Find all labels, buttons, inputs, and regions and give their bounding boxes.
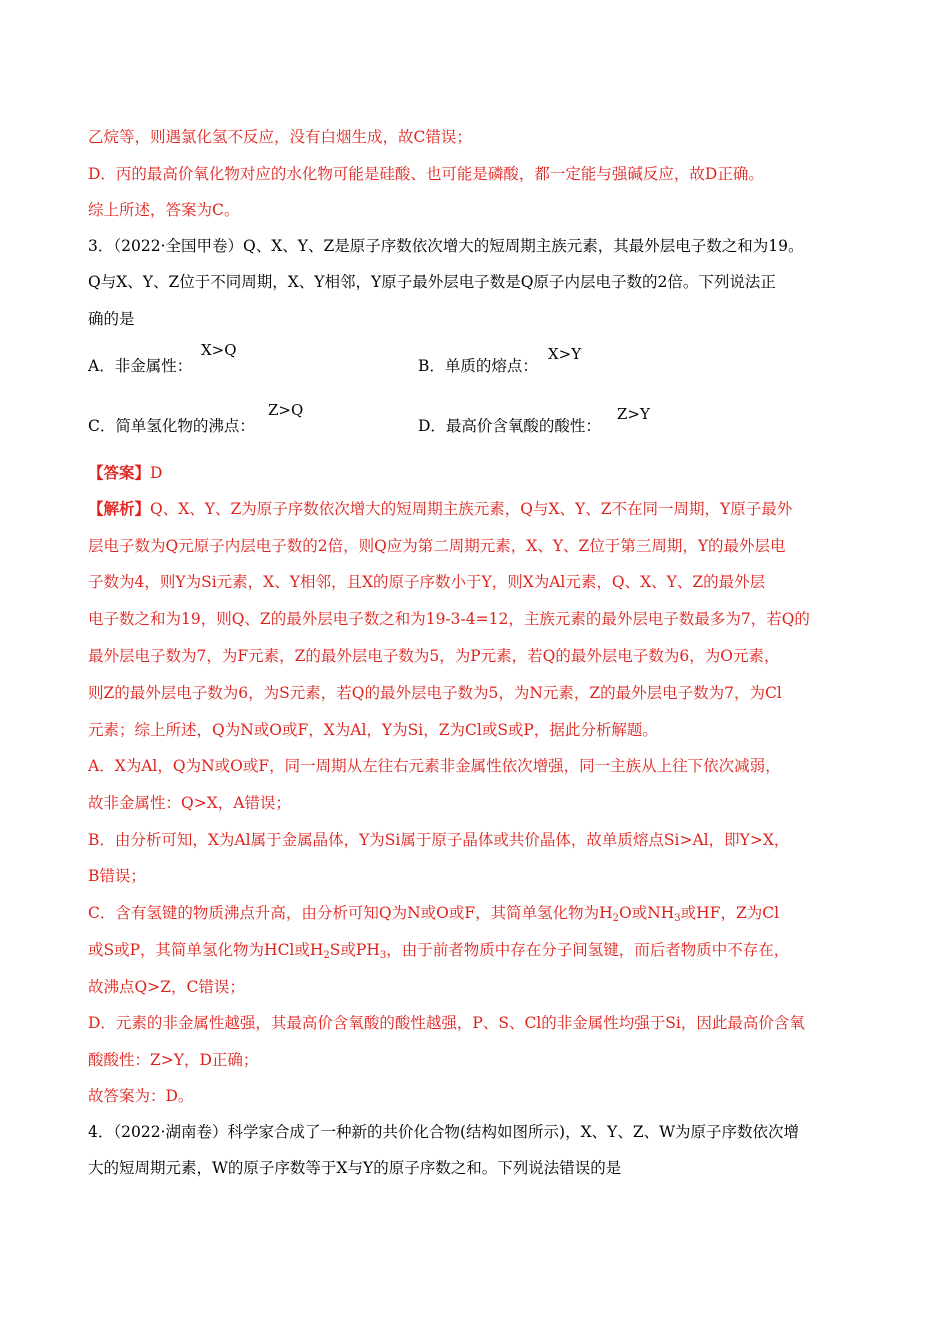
q3-analysis-b-line-2: B错误；: [88, 867, 146, 885]
c2-sub-2: 3: [379, 950, 387, 961]
q3-stem-line-3: 确的是: [88, 310, 135, 328]
analysis-tag: 【解析】: [88, 499, 151, 518]
c2-part-3: ，由于前者物质中存在分子间氢键，而后者物质中不存在，: [386, 941, 790, 959]
prev-explanation-line-2: D．丙的最高价氧化物对应的水化物可能是硅酸、也可能是磷酸，都一定能与强碱反应，故D正确。: [88, 165, 764, 183]
q3-analysis-a-line-1: A．X为Al，Q为N或O或F，同一周期从左往右元素非金属性依次增强，同一主族从上往下依次减弱，: [88, 757, 781, 775]
q3-analysis-b-line-1: B．由分析可知，X为Al属于金属晶体，Y为Si属于原子晶体或共价晶体，故单质熔点Si>Al，即Y>X，: [88, 831, 790, 849]
answer-tag: 【答案】: [88, 463, 151, 482]
q3-analysis-line-2: 层电子数为Q元原子内层电子数的2倍，则Q应为第二周期元素，X、Y、Z位于第三周期，Y的最外层电: [88, 537, 786, 555]
q3-option-a-value: X>Q: [201, 341, 237, 359]
q3-analysis-line-4: 电子数之和为19，则Q、Z的最外层电子数之和为19-3-4=12，主族元素的最外层电子数最多为7，若Q的: [88, 610, 810, 628]
q3-option-d-value: Z>Y: [617, 405, 650, 423]
q3-option-b-value: X>Y: [548, 345, 582, 363]
q3-analysis-line-7: 元素；综上所述，Q为N或O或F，X为Al，Y为Si，Z为Cl或S或P，据此分析解题。: [88, 721, 658, 739]
c1-part-2: O或NH: [619, 904, 675, 922]
q3-option-c-value: Z>Q: [268, 401, 304, 419]
q3-final-answer: 故答案为：D。: [88, 1087, 194, 1105]
q3-analysis-c-line-2: [88, 940, 789, 960]
q3-analysis-d-line-1: D．元素的非金属性越强，其最高价含氧酸的酸性越强，P、S、Cl的非金属性均强于Si，因此最高价含氧: [88, 1014, 805, 1032]
q3-option-c-label: C．简单氢化物的沸点：: [88, 417, 255, 435]
c1-part-3: 或HF，Z为Cl: [680, 904, 780, 922]
c2-part-2: S或PH: [329, 941, 380, 959]
q4-stem-line-1: 4．（2022·湖南卷）科学家合成了一种新的共价化合物(结构如图所示)，X、Y、Z、W为原子序数依次增: [88, 1123, 800, 1141]
q3-analysis-line-3: 子数为4，则Y为Si元素，X、Y相邻，且X的原子序数小于Y，则X为Al元素，Q、X、Y、Z的最外层: [88, 573, 766, 591]
c1-sub-1: 2: [612, 913, 619, 924]
q3-analysis-a-line-2: 故非金属性：Q>X，A错误；: [88, 794, 291, 812]
q3-analysis-line-5: 最外层电子数为7，为F元素，Z的最外层电子数为5，为P元素，若Q的最外层电子数为6，为O元素，: [88, 647, 780, 665]
prev-explanation-line-3: 综上所述，答案为C。: [88, 201, 240, 219]
c1-part-1: C．含有氢键的物质沸点升高，由分析可知Q为N或O或F，其简单氢化物为H: [88, 904, 613, 922]
c2-sub-1: 2: [323, 950, 330, 961]
answer-value: D: [150, 464, 163, 482]
q3-analysis-c-line-1: [88, 903, 779, 923]
analysis-text: Q、X、Y、Z为原子序数依次增大的短周期主族元素，Q与X、Y、Z不在同一周期，Y原子最外: [150, 500, 793, 518]
c1-sub-2: 3: [674, 913, 681, 924]
q3-option-b-label: B．单质的熔点：: [418, 357, 538, 375]
q3-option-d-label: D．最高价含氧酸的酸性：: [418, 417, 601, 435]
q4-stem-line-2: 大的短周期元素，W的原子序数等于X与Y的原子序数之和。下列说法错误的是: [88, 1159, 622, 1177]
q3-stem-line-2: Q与X、Y、Z位于不同周期，X、Y相邻，Y原子最外层电子数是Q原子内层电子数的2倍。下列说法正: [88, 273, 776, 291]
q3-analysis-line-6: 则Z的最外层电子数为6，为S元素，若Q的最外层电子数为5，为N元素，Z的最外层电子数为7，为Cl: [88, 684, 782, 702]
q3-option-a-label: A．非金属性：: [88, 357, 193, 375]
q3-analysis-line-1: [88, 499, 792, 519]
prev-explanation-line-1: 乙烷等，则遇氯化氢不反应，没有白烟生成，故C错误；: [88, 128, 472, 146]
q3-analysis-c-line-3: 故沸点Q>Z，C错误；: [88, 978, 245, 996]
c2-part-1: 或S或P，其简单氢化物为HCl或H: [88, 941, 324, 959]
q3-answer: [88, 463, 162, 483]
q3-stem-line-1: 3．（2022·全国甲卷）Q、X、Y、Z是原子序数依次增大的短周期主族元素，其最外层电子数之和为19。: [88, 237, 804, 255]
q3-analysis-d-line-2: 酸酸性：Z>Y，D正确；: [88, 1051, 259, 1069]
